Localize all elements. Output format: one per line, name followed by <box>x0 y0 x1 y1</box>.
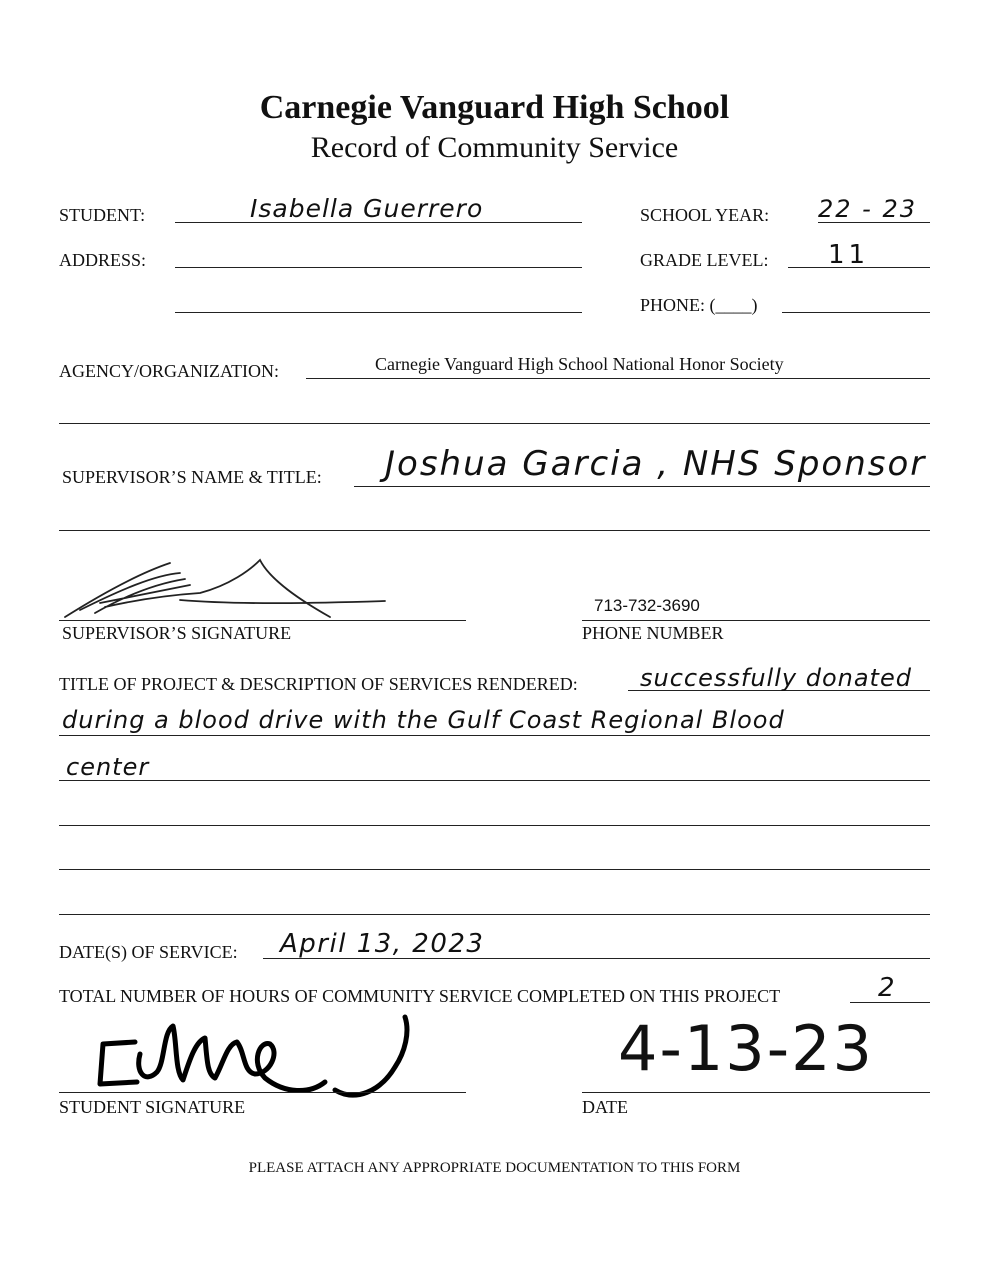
project-description-line-2[interactable]: during a blood drive with the Gulf Coast Regional Blood <box>62 706 785 734</box>
supervisor-phone-line <box>582 620 930 621</box>
grade-level-label: GRADE LEVEL: <box>640 250 769 270</box>
address-label: ADDRESS: <box>59 250 147 270</box>
supervisor-name-line-2 <box>59 530 930 531</box>
project-line-1 <box>59 735 930 736</box>
footer-note: PLEASE ATTACH ANY APPROPRIATE DOCUMENTATION TO THIS FORM <box>248 1160 741 1176</box>
project-label: TITLE OF PROJECT & DESCRIPTION OF SERVICES RENDERED: <box>59 674 578 694</box>
date-line <box>582 1092 930 1093</box>
school-year-value[interactable]: 22 - 23 <box>818 195 917 223</box>
agency-value[interactable]: Carnegie Vanguard High School National Honor Society <box>375 354 784 374</box>
supervisor-phone-value[interactable]: 713-732-3690 <box>594 596 700 615</box>
project-line-2 <box>59 780 930 781</box>
agency-label: AGENCY/ORGANIZATION: <box>59 361 279 381</box>
project-description-line-3[interactable]: center <box>66 753 150 781</box>
student-signature-label: STUDENT SIGNATURE <box>59 1097 246 1117</box>
date-label: DATE <box>582 1097 628 1117</box>
form-subtitle: Record of Community Service <box>310 131 679 164</box>
supervisor-phone-label: PHONE NUMBER <box>582 623 724 643</box>
date-value[interactable]: 4-13-23 <box>618 1012 874 1085</box>
supervisor-name-label: SUPERVISOR’S NAME & TITLE: <box>62 467 322 487</box>
project-line-4[interactable] <box>59 869 930 870</box>
form-title: Carnegie Vanguard High School <box>259 89 730 126</box>
address-line-1[interactable] <box>175 267 582 268</box>
supervisor-name-value[interactable]: Joshua Garcia , NHS Sponsor <box>385 444 927 484</box>
phone-label: PHONE: (____) <box>640 295 758 315</box>
supervisor-name-line <box>354 486 930 487</box>
student-signature-line[interactable] <box>59 1092 466 1093</box>
hours-value[interactable]: 2 <box>878 973 895 1003</box>
grade-level-value[interactable]: 11 <box>828 240 870 270</box>
hours-label: TOTAL NUMBER OF HOURS OF COMMUNITY SERVICE COMPLETED ON THIS PROJECT <box>59 986 781 1006</box>
dates-label: DATE(S) OF SERVICE: <box>59 942 238 962</box>
agency-line-2 <box>59 423 930 424</box>
student-label: STUDENT: <box>59 205 146 225</box>
supervisor-signature-label: SUPERVISOR’S SIGNATURE <box>62 623 292 643</box>
project-line-3[interactable] <box>59 825 930 826</box>
agency-line <box>306 378 930 379</box>
supervisor-signature-line[interactable] <box>59 620 466 621</box>
student-name-value[interactable]: Isabella Guerrero <box>250 194 484 223</box>
project-line-5[interactable] <box>59 914 930 915</box>
project-description-line-1[interactable]: successfully donated <box>640 664 912 692</box>
dates-value[interactable]: April 13, 2023 <box>280 929 485 959</box>
address-line-2[interactable] <box>175 312 582 313</box>
school-year-label: SCHOOL YEAR: <box>640 205 770 225</box>
supervisor-signature-image <box>60 555 400 625</box>
phone-line[interactable] <box>782 312 930 313</box>
